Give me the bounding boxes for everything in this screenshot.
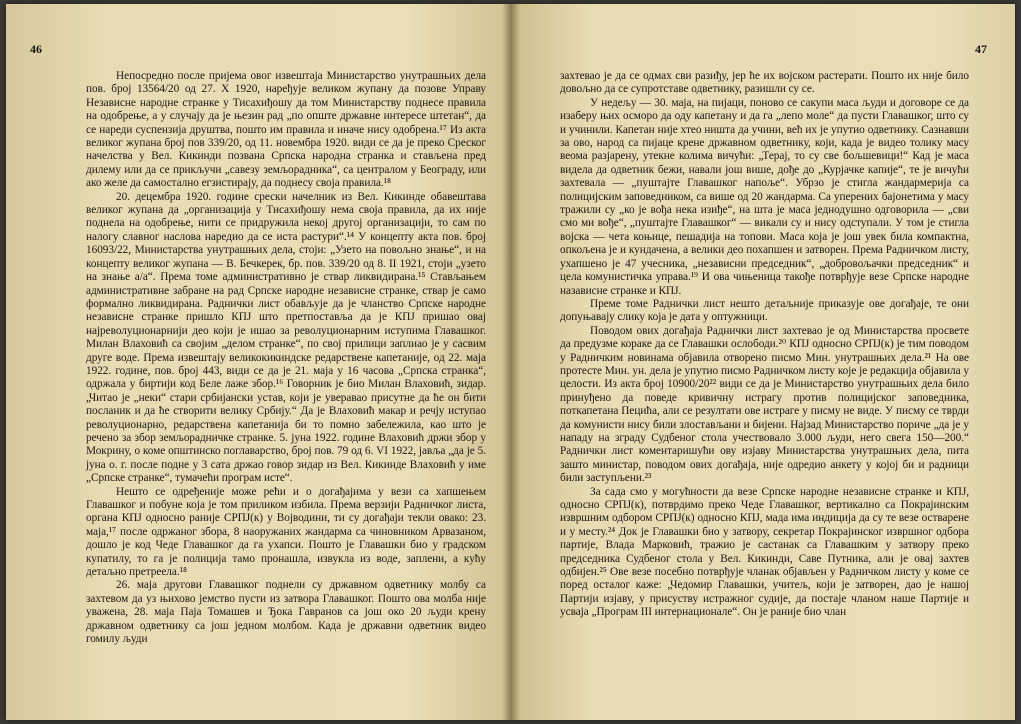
page-number: 47 <box>975 42 987 56</box>
paragraph: Непосредно после пријема овог извештаја Министарство унутрашњих дела пов. број 13564/20 од 27. X 1920, наређује великом жупану да позове Управу Независне народне странке у Тисахиђошу да том Министарству поднесе правила на одобрење, а у случају да је њезин рад „по опште државне интересе штетан“, да се нареди суспензија друштва, пошто им правила и иначе нису одобрена.¹⁷ Из акта великог жупана број пов 339/20, од 11. новембра 1920. види се да је преко Среског начелства у Вел. Кикинди позвана Српска народна странка и стављена пред дилему или да се прикључи „савезу земљорадника“, са централом у Београду, или ако желе да самостално егзистирају, да поднесу своја правила.¹⁸ <box>86 70 486 190</box>
page-number: 46 <box>30 42 42 56</box>
paragraph: 26. маја другови Главашког поднели су државном одветнику молбу са захтевом да уз њихово јемство пусти из затвора Главашког. Пошто ова молба није уважена, 28. маја Паја Томашев и Ђока Гавранов са још око 20 људи крену државном одветнику са још једном молбом. Када је државни одветник видео гомилу људи <box>86 579 486 646</box>
paragraph: Поводом ових догађаја Раднички лист захтевао је од Министарства просвете да предузме кораке да се Главашки ослободи.²⁰ КПЈ односно СРПЈ(к) је тим поводом у Радничким новинама објавила отворено писмо Мин. унутрашњих дела.²¹ На ове протесте Мин. ун. дела је упутио писмо Радничком листу које је редакција објавила у целости. Из акта број 10900/20²² види се да је Министарство унутрашњих дела било принуђено да поведе кривичну истрагу против полицијског заповедника, поткапетана Пецића, али се резултати ове истраге у писму не виде. У писму се тврди да комунисти нису били злостављани и бијени. Најзад Министарство поричe „да је у нападу на зграду Судбеног стола учествовало 3.000 људи, него свега 150—200.“ Раднички лист коментаришући ову изјаву Министарства унутрашњих дела, пита зашто министар, поводом ових догађаја, није одредио анкету у којој би и радници били заступљени.²³ <box>560 324 969 485</box>
paragraph: Нешто се одређеније може рећи и о догађајима у вези са хапшењем Главашког и побуне која је том приликом избила. Према верзији Радничког листа, органа КПЈ односно раније СРПЈ(к) у Војводини, ти су догађаји текли овако: 23. маја,¹⁷ после одржаног збора, 8 наоружаних жандарма са чиновником Арвазаном, дошло је код Чеде Главашког да га ухапси. Пошто је Главашки био у градском купатилу, то га је полиција тамо пронашла, извукла из воде, заплени, а кућу детаљно претреела.¹⁸ <box>86 485 486 579</box>
left-page <box>6 4 510 720</box>
paragraph: У недељу — 30. маја, на пијаци, поново се сакупи маса људи и договоре се да изаберу њих осморо да оду капетану и да га „лепо моле“ да пусти Главашког, што су и учинили. Капетан није хтео ништа да учини, већ их је упутио одветнику. Сазнавши за ово, народ са пијаце крене државном одветнику, који, када је видео толику масу веома разјарену, утекне колима вичући: „Терај, то су све бољшевици!“ Кад је маса видела да одветник бежи, навали још више, дође до „Курјачке капије“, те је вичући захтевала — „пуштајте Главашког напоље“. Убрзо је стигла жандармерија са полицијским заповедником, са више од 20 жандарма. Са уперених бајонетима у масу тражили су „ко је вођа нека изиђе“, на шта је маса једнодушно одговорила — „сви смо ми вође“, „пуштајте Главашког“ — викали су и нису одступали. У том је стигла војска — чета коњице, пешадија на топови. Маса која је још увек била компактна, опкољена је и кундачена, а велики део похапшен и затворен. Према Радничком листу, ухапшено је 47 учесника, „независни председник“, „добровољачки председник“ и цела комунистичка управа.¹⁹ И ова чињеница такође потврђује везе Српске народне назависне странке и КПЈ. <box>560 96 969 297</box>
book-spread <box>6 4 1015 720</box>
paragraph: Преме томе Раднички лист нешто детаљније приказује ове догађаје, те они допуњавају слику која је дата у оптужници. <box>560 297 969 324</box>
right-page <box>510 4 1015 720</box>
right-page-text <box>560 70 969 620</box>
paragraph: За сада смо у могућности да везе Српске народне независне странке и КПЈ, односно СРПЈ(к), потврдимо преко Чеде Главашког, вертикално са Покрајинским извршним одбором СРПЈ(к) односно КПЈ, мада има индиција да су те везе остварене и у месту.²⁴ Док је Главашки био у затвору, секретар Покрајинског извршног одбора партије, Влада Марковић, тражио је састанак са Главашким у затвору преко председника Судбеног стола у Вел. Кикинди, Саве Путника, али је овај захтев одбијен.²⁵ Ове везе посебно потврђује чланак објављен у Радничком листу у коме се поред осталог каже: „Чедомир Главашки, учитељ, који је затворен, дао је нашој Партији изјаву, у присуству истражног судије, да постаје чланом наше Партије и усваја „Програм III интернационале“. Он је раније био члан <box>560 485 969 619</box>
book-gutter <box>502 4 520 720</box>
paragraph: захтевао је да се одмах сви разиђу, јер ће их војском растерати. Пошто их није било довољно да се супротставе одветнику, разишли су се. <box>560 70 969 96</box>
paragraph: 20. децембра 1920. године срески начелник из Вел. Кикинде обавештава великог жупана да „организација у Тисахиђошу нема своја правила, да их није поднела на одобрење, нити се придружила некој другој организацији, то сам по налогу славног наслова наредио да се иста растури“.¹⁴ У концепту акта пов. број 16093/22, Министарства унутрашњих дела, стоји: „Узето на повољно знање“, и на концепту великог жупана — В. Бечкерек, бр. пов. 339/20 од 8. II 1921, стоји „узето на знање а/а“. Према томе административно је ствар ликвидирана.¹⁵ Стављањем административне забране на рад Српске народне независне странке, ствар је само формално ликвидирана. Раднички лист обављује да је чланство Српске народне независне странке пришло КПЈ што претпоставља да је КПЈ пришао овај најреволуционарнији део који је ишао за револуционарним иступима Главашког. Милан Влаховић са својим „делом странке“, по свој прилици заплиао је у сасвим друге воде. Према извештају великокикиндске редарствене капетаније, од 22. маја 1922. године, пов. број 443, види се да је 21. маја у 16 часова „Српска странка“, одржала у биртији код Беле лаже збор.¹⁶ Говорник је био Милан Влаховић, зидар. „Читао је „неки“ стари србијански устав, који је уверавао присутне да ће он бити посланик и да ће створити велику Србију.“ Да је Влаховић макар и речју иступао револуционарно, редарствена капетанија би то помно забележила, као што је речено за збор земљорадничке странке. 5. јуна 1922. године Влаховић држи збор у Мокрину, о коме општинско поглаварство, број пов. 79 од 6. VI 1922, јавља „да је 5. јуна о. г. после подне у 3 сата држао говор зидар из Вел. Кикинде Влаховић у име „Српске странке“, тумачећи програм исте“. <box>86 190 486 485</box>
left-page-text <box>86 70 486 646</box>
